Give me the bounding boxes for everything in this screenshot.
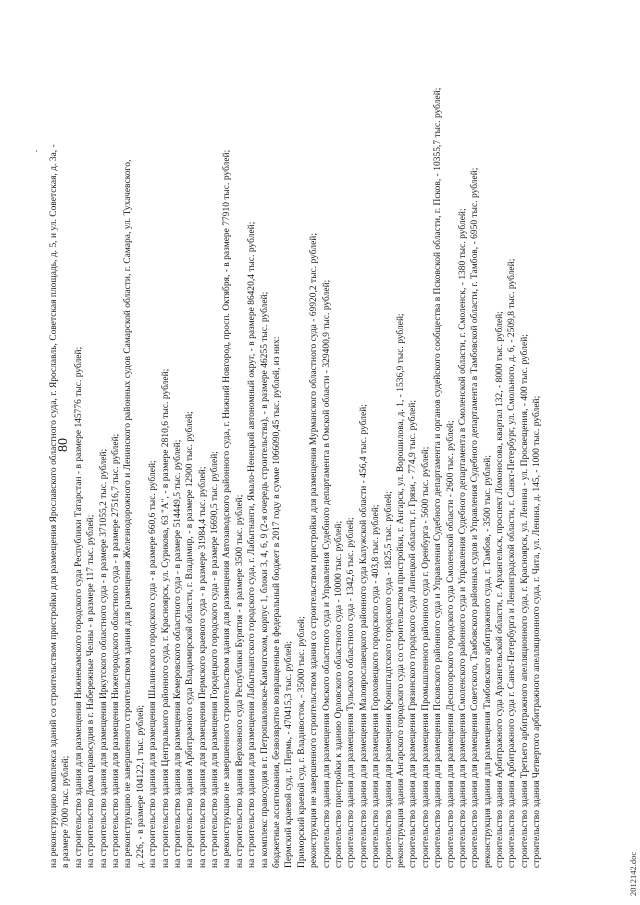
- text-line: строительство здания для размещения Грязинского городского суда Липецкой области, г. Грязи, - 774,9 тыс. рублей;: [408, 399, 419, 868]
- text-line: на комплекс правосудия в г. Петропавловске-Камчатском, корпус 1, блоки 3, 4, 6, 9 (2-я очередь строительства), - в размере 46255 тыс. рублей;: [259, 291, 270, 868]
- text-line: в размере 7000 тыс. рублей;: [61, 755, 72, 868]
- text-line: на реконструкцию комплекса зданий со строительством пристройки для размещения Ярославского областного суда, г. Ярославль, Советская площадь, д. 5, и ул. Советская, д. 3а, -: [49, 144, 59, 868]
- text-line: строительство здания Четвертого арбитражного апелляционного суда, г. Чита, ул. Ленина, д. 145, - 1000 тыс. рублей;: [532, 395, 543, 868]
- rotated-text-block: [48, 28, 544, 868]
- text-line: на строительство здания Арбитражного суда Владимирской области, г. Владимир, - в размере 12900 тыс. рублей;: [185, 411, 196, 868]
- text-line: реконструкция не завершенного строительством здания со строительством пристройки для размещения Мурманского областного суда - 69920,2 тыс. рублей;: [309, 232, 320, 868]
- text-line: на реконструкцию не завершенного строительством здания для размещения Автозаводского районного суда, г. Нижний Новгород, просп. Октября, - в размере 77910 тыс. рублей;: [222, 149, 233, 868]
- text-line: на строительство здания для размещения Городецкого городского суда - в размере 16690,5 тыс. рублей;: [210, 451, 221, 868]
- margin-mark: [36, 150, 37, 152]
- text-line: на строительство здания для размещения Шалинского городского суда - в размере 660,6 тыс. рублей;: [148, 460, 159, 868]
- text-line: на строительство здания для размещения Нижнекамского городского суда Республики Татарстан - в размере 145776 тыс. рублей;: [73, 346, 84, 868]
- text-line: на строительство здания для размещения Иркутского областного суда - в размере 371055,2 тыс. рублей;: [98, 448, 109, 868]
- text-line: Приморский краевой суд, г. Владивосток, - 35000 тыс. рублей;: [296, 616, 307, 868]
- text-line: Пермский краевой суд, г. Пермь, - 470415,3 тыс. рублей;: [284, 641, 295, 868]
- text-line: строительство здания Арбитражного суда Архангельской области, г. Архангельск, проспект Ломоносова, квартал 132, - 8000 тыс. рублей;: [495, 311, 506, 868]
- text-line: строительство здания для размещения Советского, Тамбовского районных судов и Управления Судебного департамента в Тамбовской области, г. Тамбов, - 6950 тыс. рублей;: [470, 167, 481, 868]
- text-line: строительство здания для размещения Омского областного суда и Управления Судебного департамента в Омской области - 329400,9 тыс. рублей;: [321, 279, 332, 868]
- text-line: строительство здания для размещения Десногорского городского суда Смоленской области - 2600 тыс. рублей;: [445, 420, 456, 868]
- text-line: д. 226, - в размере 104122,1 тыс. рублей;: [135, 704, 146, 868]
- text-line: строительство здания для размещения Малоярославецкого районного суда Калужской области - 456,4 тыс. рублей;: [358, 404, 369, 868]
- text-line: бюджетные ассигнования, безвозвратно возвращенные в федеральный бюджет в 2017 году в сумме 1066090,45 тыс. рублей, из них:: [272, 336, 283, 868]
- text-line: на строительство здания для размещения Кемеровского областного суда - в размере 514449,5 тыс. рублей;: [172, 439, 183, 868]
- text-line: строительство пристройки к зданию Орловского областного суда - 10000 тыс. рублей;: [333, 520, 344, 868]
- text-line: на строительство здания для размещения Нижегородского областного суда - в размере 27516,7 тыс. рублей;: [110, 433, 121, 868]
- text-line: строительство здания для размещения Гороховецкого городского суда - 403,8 тыс. рублей;: [371, 504, 382, 868]
- text-line: строительство здания для размещения Псковского районного суда и Управления Судебного департамента и органов судейского сообщества в Псковской области, г. Псков, - 10355,7 тыс. рублей;: [433, 87, 444, 868]
- text-line: на реконструкцию не завершенного строительством здания для размещения Железнодорожного и Ленинского районных судов Самарской области, г. Самара, ул. Тухачевского,: [123, 159, 134, 868]
- text-line: реконструкция здания Ангарского городского суда со строительством пристройки, г. Ангарск, ул. Ворошилова, д. 1, - 1536,9 тыс. рублей;: [395, 313, 406, 868]
- text-line: на строительство здания для размещения Лабытнангского городского суда, г. Лабытнанги, Ямало-Ненецкий автономный округ, - в размере 86420,4 тыс. рублей;: [247, 221, 258, 868]
- footer-filename: 2012142.doc: [628, 851, 638, 896]
- text-line: на строительство здания Центрального районного суда, г. Красноярск, ул. Сурикова, 63 "А", - в размере 2810,6 тыс. рублей;: [160, 368, 171, 868]
- page-number: 80: [56, 438, 71, 452]
- text-line: строительство здания для размещения Промышленного районного суда г. Оренбурга - 5600 тыс. рублей;: [420, 446, 431, 868]
- text-line: строительство здания для размещения Тульского областного суда - 1342,6 тыс. рублей;: [346, 517, 357, 868]
- text-line: строительство здания для размещения Кронштадтского городского суда - 1825,5 тыс. рублей;: [383, 491, 394, 868]
- text-line: на строительство Дома правосудия в г. Набережные Челны - в размере 117 тыс. рублей;: [86, 514, 97, 868]
- text-line: строительство здания Арбитражного суда г. Санкт-Петербурга и Ленинградской области, г. Санкт-Петербург, ул. Смольного, д. 6, - 2509,8 тыс. рублей;: [507, 258, 518, 868]
- text-line: на строительство здания для размещения Пермского краевого суда - в размере 31984,4 тыс. рублей;: [197, 466, 208, 868]
- text-line: реконструкция здания для размещения Тамбовского арбитражного суда, г. Тамбов, - 3500 тыс. рублей;: [482, 454, 493, 868]
- text-line: строительство здания для размещения Смоленского районного суда и Управления Судебного департамента в Смоленской области, г. Смоленск, - 1380 тыс. рублей;: [457, 208, 468, 868]
- text-line: строительство здания Третьего арбитражного апелляционного суда, г. Красноярск, ул. Ленина - ул. Просвещения, - 400 тыс. рублей;: [519, 334, 530, 868]
- text-line: на строительство здания Верховного суда Республики Бурятия - в размере 3500 тыс. рублей;: [234, 494, 245, 868]
